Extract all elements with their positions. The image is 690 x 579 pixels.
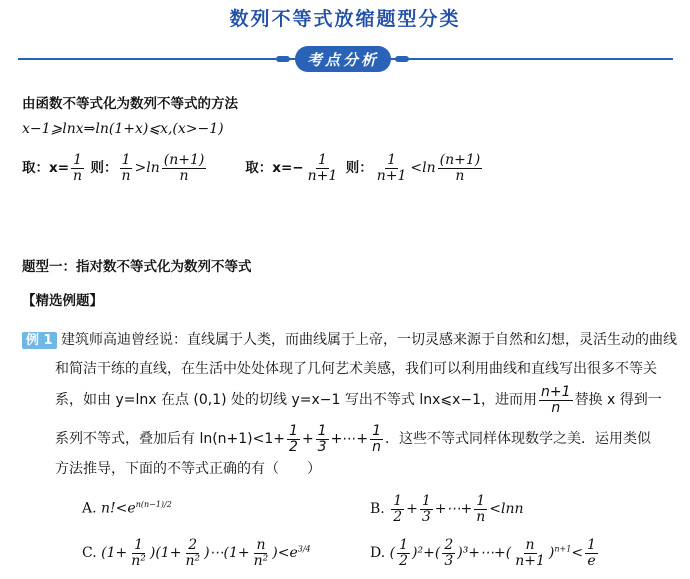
example-text-3a: 系，如由 y=lnx 在点 (0,1) 处的切线 y=x−1 写出不等式 lnx⩽x−1，进而用 (55, 392, 538, 409)
example-text-1: 建筑师高迪曾经说：直线属于人类，而曲线属于上帝，一切灵感来源于自然和幻想，灵活生动的曲线 (61, 332, 678, 348)
option-d[interactable]: D. ( $\frac{1}{2}$ )²+( $\frac{2}{3}$ )³+⋯+( $\frac{n}{n+1}$ )$^{n+1}$< $\frac{1}{e}$ (370, 537, 596, 569)
divider-ornament-right (395, 56, 409, 62)
example-text-3b: 替换 x 得到一 (574, 392, 662, 409)
option-b[interactable]: B. $\frac{1}{2}$ + $\frac{1}{3}$ +⋯+ $\frac{1}{n}$ <lnn (370, 493, 524, 525)
take1-lhs: $\frac{1}{n}$ (121, 152, 131, 184)
page-title: 数列不等式放缩题型分类 (229, 8, 461, 30)
example-line-3 (55, 385, 662, 415)
example-line-2: 和简洁干练的直线，在生活中处处体现了几何艺术美感，我们可以利用曲线和直线写出很多不等关 (55, 361, 657, 377)
option-c[interactable]: C. (1+ $\frac{1}{\text{n²}}$ )(1+ $\frac{2}{\text{n²}}$ )⋯(1+ $\frac{n}{\text{n²}}$ )$<e^{3/4}$ (82, 537, 311, 569)
type1-heading: 题型一：指对数不等式化为数列不等式 (22, 259, 252, 275)
then-label-2: 则： (345, 160, 373, 177)
example-text-4a: 系列不等式，叠加后有 ln(n+1)<1+ (55, 431, 286, 448)
method-heading: 由函数不等式化为数列不等式的方法 (22, 96, 238, 112)
method-take-row (22, 153, 484, 183)
example-badge: 例 1 (22, 332, 57, 349)
then-label: 则： (90, 160, 118, 177)
example-line-5: 方法推导，下面的不等式正确的有（ ） (55, 461, 321, 477)
section-badge-label: 考点分析 (306, 50, 379, 69)
take1-rhs: $\frac{(n+1)}{n}$ (163, 152, 205, 184)
take2-prefix: 取：x=− (245, 160, 304, 177)
section-badge (295, 46, 391, 72)
take2-frac: $\frac{1}{n+1}$ (307, 152, 338, 184)
take1-prefix: 取：x= (22, 160, 70, 177)
example-text-4d: ．这些不等式同样体现数学之美．运用类似 (384, 431, 651, 448)
option-a[interactable]: A. $n!<e^{n(n-1)/2}$ (82, 500, 172, 517)
take2-rhs: $\frac{(n+1)}{n}$ (439, 152, 481, 184)
example-line-1 (22, 329, 677, 349)
take2-relation: <ln (410, 160, 436, 177)
take1-relation: >ln (134, 160, 160, 177)
take2-lhs: $\frac{1}{n+1}$ (376, 152, 407, 184)
divider-ornament-left (276, 56, 290, 62)
type1-subheading: 【精选例题】 (22, 293, 103, 309)
example-frac: $\frac{n+1}{n}$ (541, 384, 571, 416)
take1-frac: $\frac{1}{n}$ (73, 152, 83, 184)
example-line-4: 系列不等式，叠加后有 ln(n+1)<1+ $\frac{1}{2}$ + $\frac{1}{3}$ +⋯+ $\frac{1}{n}$ ．这些不等式同样体现数学之美．运用类似 (55, 423, 651, 455)
method-inequality: x−1⩾lnx⇒ln(1+x)⩽x,(x>−1) (22, 121, 224, 137)
